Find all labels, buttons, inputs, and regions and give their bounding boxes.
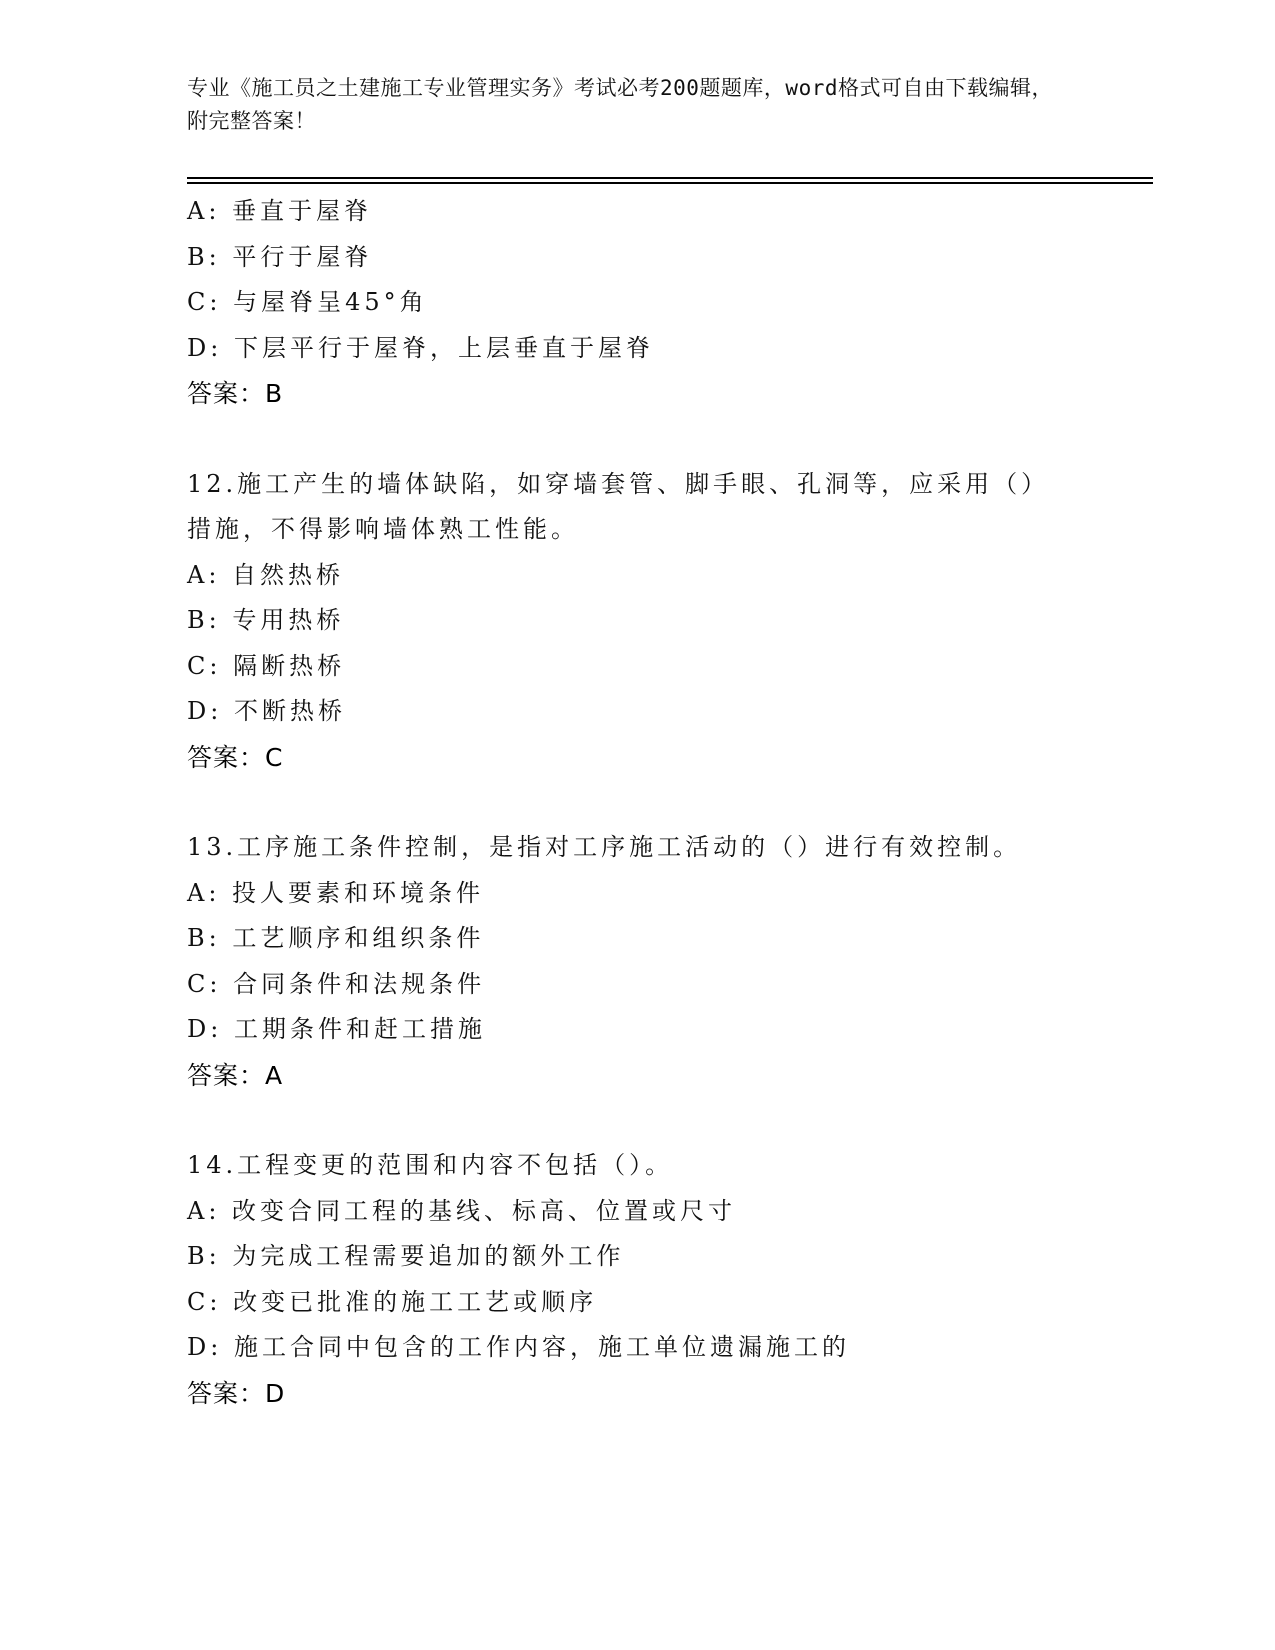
option-c: C: 与屋脊呈45°角 [187,288,428,316]
option-d: D: 不断热桥 [187,697,346,725]
option-a: A: 投人要素和环境条件 [187,878,485,907]
option-a: A: 垂直于屋脊 [187,197,373,225]
question-12 [187,462,1067,781]
option-a: A: 自然热桥 [187,560,345,589]
answer-line: 答案：B [187,379,284,408]
spacer [187,417,1067,462]
option-b: B: 平行于屋脊 [187,242,373,271]
option-d: D: 下层平行于屋脊，上层垂直于屋脊 [187,333,654,362]
spacer [187,780,1067,825]
option-c: C: 隔断热桥 [187,651,346,680]
question-text: 12.施工产生的墙体缺陷，如穿墙套管、脚手眼、孔洞等，应采用（）措施，不得影响墙体熟工性能。 [187,469,1050,543]
spacer [187,1098,1067,1143]
option-b: B: 工艺顺序和组织条件 [187,924,485,952]
option-b: B: 为完成工程需要追加的额外工作 [187,1242,625,1270]
question-11-continued [187,189,1067,417]
question-13 [187,825,1067,1098]
question-text: 14.工程变更的范围和内容不包括（）。 [187,1151,674,1179]
question-14 [187,1143,1067,1416]
option-d: D: 施工合同中包含的工作内容，施工单位遗漏施工的 [187,1333,850,1361]
option-d: D: 工期条件和赶工措施 [187,1015,486,1043]
header-rule-bottom [187,182,1153,184]
option-b: B: 专用热桥 [187,606,345,634]
option-a: A: 改变合同工程的基线、标高、位置或尺寸 [187,1196,737,1225]
answer-line: 答案：D [187,1378,286,1408]
question-list [187,189,1067,1416]
option-c: C: 合同条件和法规条件 [187,969,486,998]
header-rule-top [187,177,1153,179]
question-text: 13.工序施工条件控制，是指对工序施工活动的（）进行有效控制。 [187,833,1022,861]
option-c: C: 改变已批准的施工工艺或顺序 [187,1287,598,1316]
document-header: 专业《施工员之土建施工专业管理实务》考试必考200题题库，word格式可自由下载编辑，附完整答案！ [187,76,1053,133]
answer-line: 答案：A [187,1060,284,1090]
answer-line: 答案：C [187,742,284,772]
